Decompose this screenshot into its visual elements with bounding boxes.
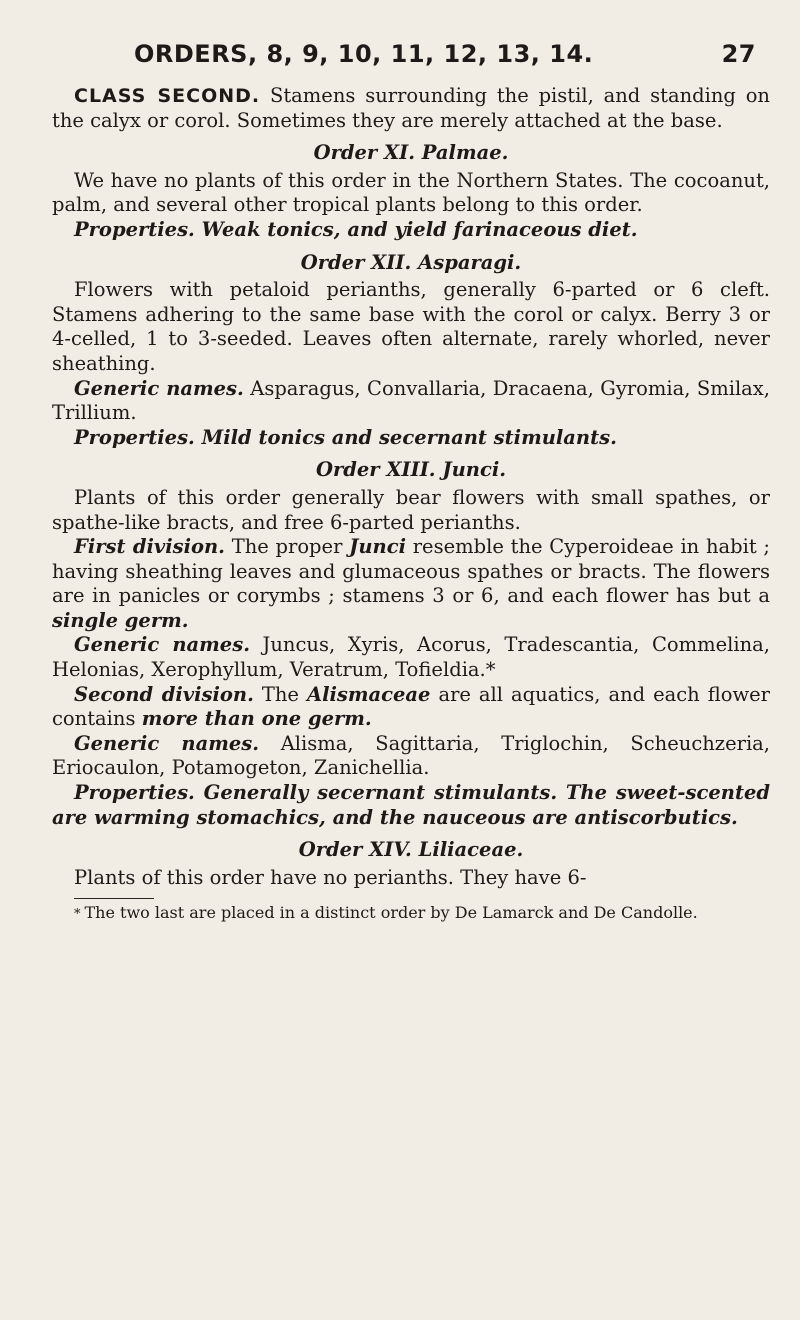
first-division-text-1: The proper — [224, 535, 350, 559]
class-second-text: Stamens surrounding the pistil, and standing on the calyx or corol. Sometimes they are merely attached at the base. — [52, 84, 770, 132]
order-xiii-paragraph: Plants of this order generally bear flowers with small spathes, or spathe-like bracts, and free 6-parted perianths. — [52, 485, 770, 534]
order-xiii-generic1-label: Generic names. — [74, 633, 250, 657]
first-division-junci: Junci — [349, 535, 407, 559]
order-xii-heading: Order XII. Asparagi. — [300, 250, 522, 274]
footnote — [52, 903, 770, 925]
order-xiv-paragraph: Plants of this order have no perianths. They have 6- — [74, 865, 587, 889]
running-head — [52, 40, 770, 84]
first-division-label: First division. — [74, 535, 225, 559]
order-xiii-second-division — [52, 683, 770, 732]
class-second-lead: CLASS SECOND. — [74, 85, 261, 107]
order-xiii-properties-text: Generally secernant stimulants. The sweet-scented are warming stomachics, and the nauceous are antiscorbutics. — [52, 781, 770, 829]
order-xi-properties-text: Weak tonics, and yield farinaceous diet. — [194, 217, 638, 241]
page-number: 27 — [721, 40, 756, 68]
order-xiii-first-division — [52, 535, 770, 633]
first-division-single-germ: single germ. — [52, 608, 189, 632]
second-division-more-germ: more than one germ. — [141, 707, 372, 731]
footnote-text: The two last are placed in a distinct order by De Lamarck and De Candolle. — [84, 903, 698, 923]
running-head-title: ORDERS, 8, 9, 10, 11, 12, 13, 14. — [134, 40, 594, 68]
second-division-text-1: The — [253, 682, 307, 706]
order-xii-properties-label: Properties. — [74, 425, 195, 449]
order-xiii-properties — [52, 781, 770, 830]
footnote-mark: * — [74, 907, 81, 923]
order-xiii-generic1-text: Juncus, Xyris, Acorus, Tradescantia, Commelina, Helonias, Xerophyllum, Veratrum, Tofieldia.* — [52, 633, 770, 682]
order-xi-properties-label: Properties. — [74, 217, 195, 241]
order-xiii-heading: Order XIII. Junci. — [315, 458, 507, 482]
order-xiii-generic2-text: Alisma, Sagittaria, Triglochin, Scheuchzeria, Eriocaulon, Potamogeton, Zanichellia. — [52, 731, 771, 780]
order-xi-paragraph: We have no plants of this order in the Northern States. The cocoanut, palm, and several other tropical plants belong to this order. — [52, 168, 770, 217]
order-xi-heading: Order XI. Palmae. — [313, 141, 509, 165]
order-xiii-generic2-label: Generic names. — [74, 731, 260, 755]
class-second-paragraph — [52, 84, 770, 133]
second-division-text-2: are all aquatics, and each flower contains — [52, 682, 770, 731]
order-xii-paragraph: Flowers with petaloid perianths, generally 6-parted or 6 cleft. Stamens adhering to the same base with the corol or calyx. Berry 3 or 4-celled, 1 to 3-seeded. Leaves often alternate, rarely whorled, never sheathing. — [52, 278, 770, 375]
order-xiii-generic-names-1 — [52, 633, 770, 682]
second-division-alismaceae: Alismaceae — [306, 682, 431, 706]
second-division-label: Second division. — [74, 682, 254, 706]
body-text — [52, 84, 770, 925]
order-xiv-heading: Order XIV. Liliaceae. — [298, 838, 524, 862]
order-xiii-generic-names-2 — [52, 732, 770, 781]
order-xii-generic-text: Asparagus, Convallaria, Dracaena, Gyromia, Smilax, Trillium. — [52, 376, 770, 425]
order-xiii-properties-label: Properties. — [74, 781, 195, 805]
first-division-text-2: resemble the Cyperoideae in habit ; having sheathing leaves and glumaceous spathes or bracts. The flowers are in panicles or corymbs ; stamens 3 or 6, and each flower has but a — [52, 535, 770, 608]
order-xii-properties-text: Mild tonics and secernant stimulants. — [194, 425, 617, 449]
footnote-divider — [74, 898, 154, 899]
order-xii-properties — [52, 426, 770, 451]
order-xii-generic-label: Generic names. — [74, 376, 244, 400]
order-xi-properties — [52, 218, 770, 243]
order-xii-generic-names — [52, 377, 770, 426]
